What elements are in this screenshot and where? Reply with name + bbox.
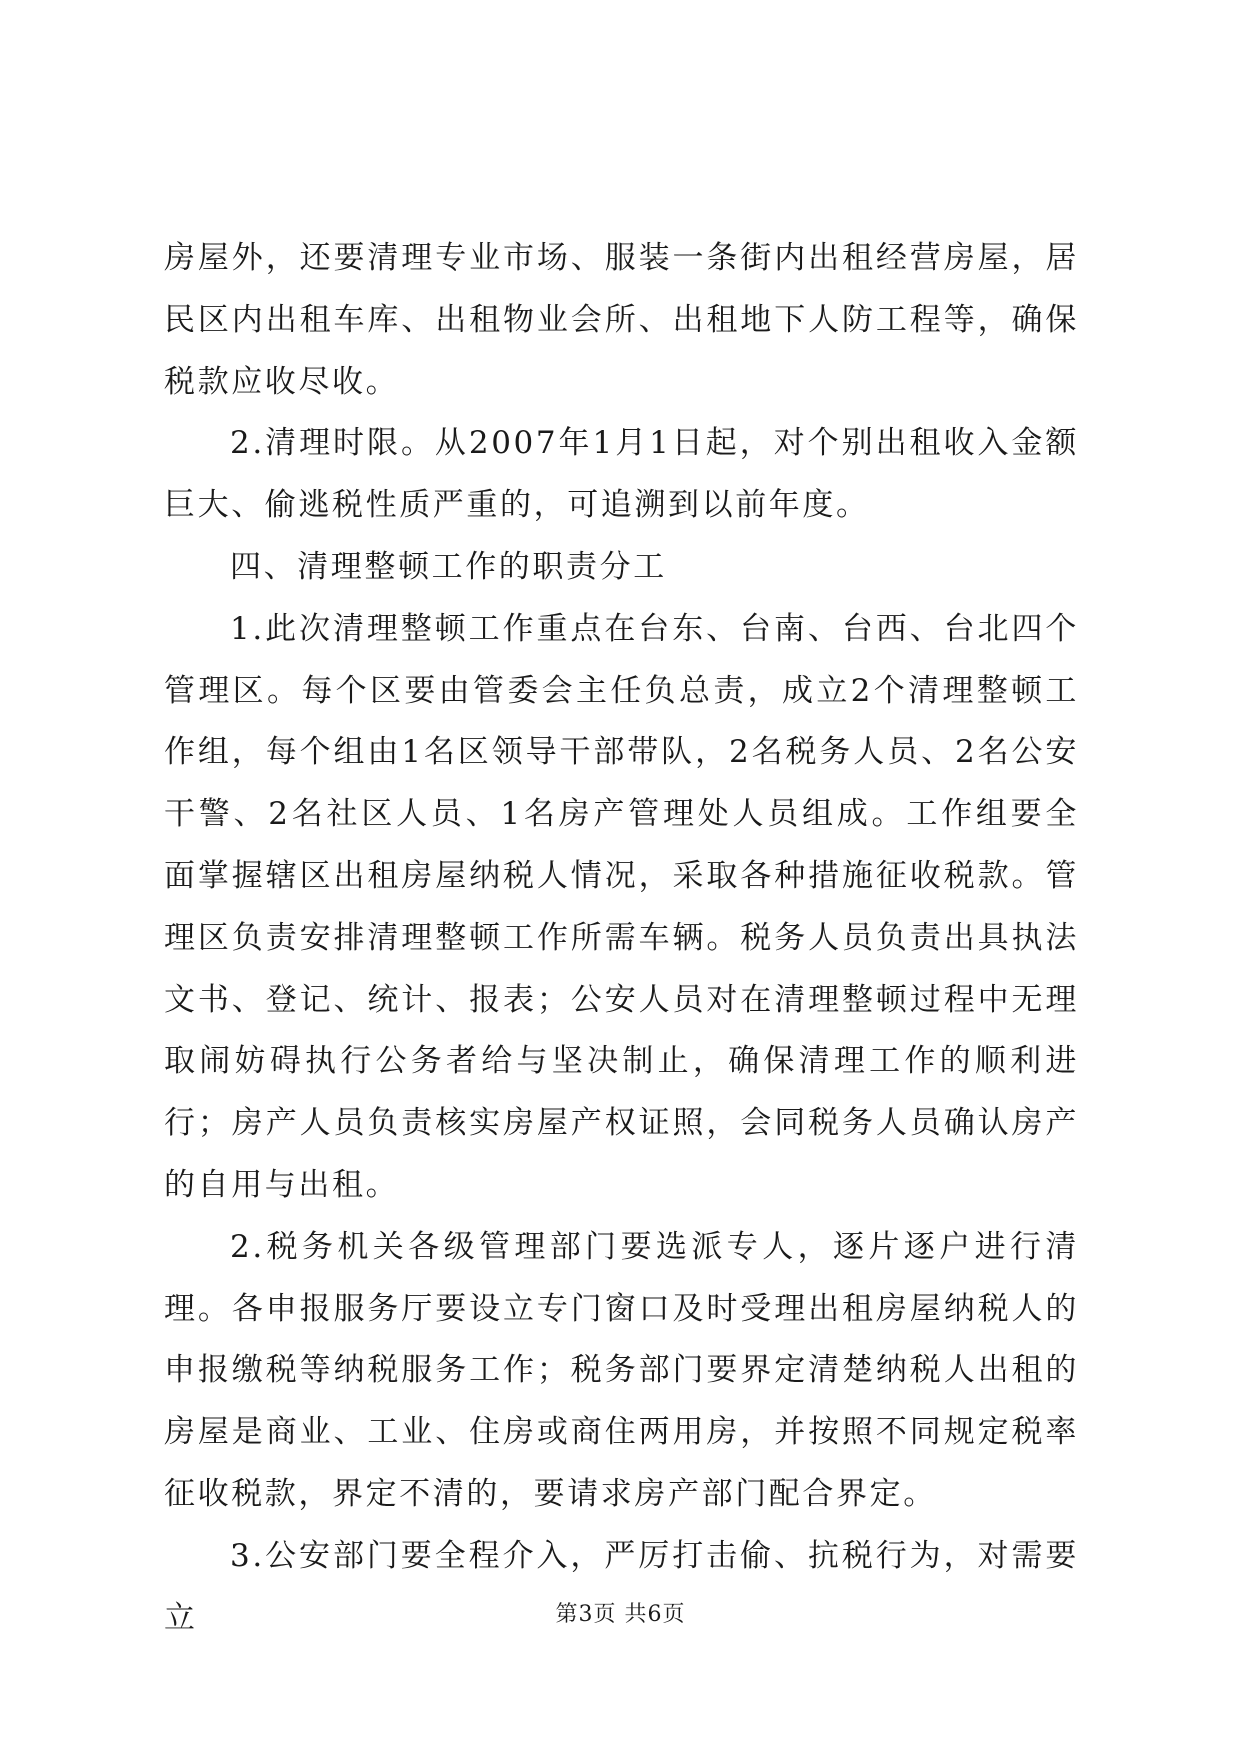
paragraph-continuation: 房屋外，还要清理专业市场、服装一条街内出租经营房屋，居民区内出租车库、出租物业会所、出租地下人防工程等，确保税款应收尽收。 — [164, 240, 1079, 400]
paragraph-clearance-period: 2.清理时限。从2007年1月1日起，对个别出租收入金额巨大、偷逃税性质严重的，可追溯到以前年度。 — [164, 425, 1079, 524]
body-text — [164, 228, 1079, 1649]
paragraph-item-1: 1.此次清理整顿工作重点在台东、台南、台西、台北四个管理区。每个区要由管委会主任负总责，成立2个清理整顿工作组，每个组由1名区领导干部带队，2名税务人员、2名公安干警、2名社区人员、1名房产管理处人员组成。工作组要全面掌握辖区出租房屋纳税人情况，采取各种措施征收税款。管理区负责安排清理整顿工作所需车辆。税务人员负责出具执法文书、登记、统计、报表；公安人员对在清理整顿过程中无理取闹妨碍执行公务者给与坚决制止，确保清理工作的顺利进行；房产人员负责核实房屋产权证照，会同税务人员确认房产的自用与出租。 — [164, 610, 1079, 1203]
section-heading-responsibilities: 四、清理整顿工作的职责分工 — [230, 548, 667, 585]
paragraph-item-3: 3.公安部门要全程介入，严厉打击偷、抗税行为，对需要立 — [164, 1537, 1079, 1636]
paragraph-item-2: 2.税务机关各级管理部门要选派专人，逐片逐户进行清理。各申报服务厅要设立专门窗口及时受理出租房屋纳税人的申报缴税等纳税服务工作；税务部门要界定清楚纳税人出租的房屋是商业、工业、住房或商住两用房，并按照不同规定税率征收税款，界定不清的，要请求房产部门配合界定。 — [164, 1228, 1079, 1512]
page-number-footer: 第3页 共6页 — [555, 1602, 686, 1627]
